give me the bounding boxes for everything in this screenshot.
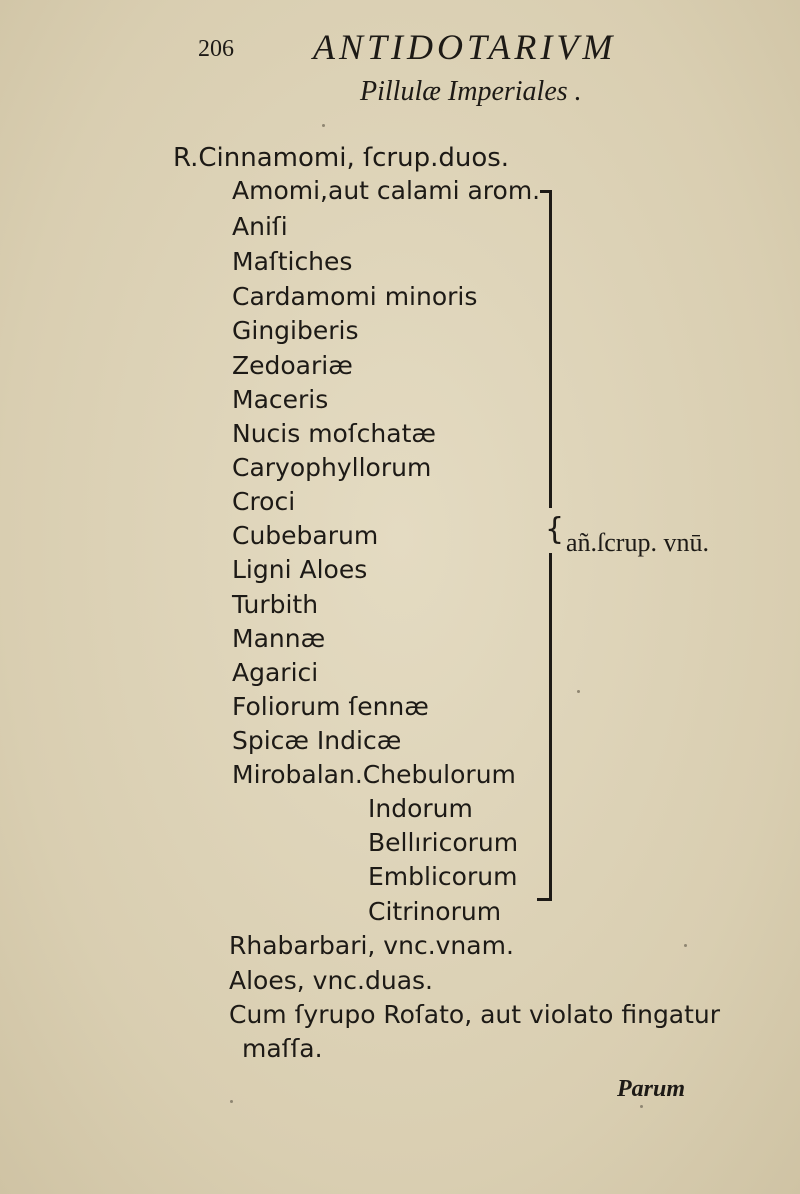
ingredient-line: Cubebarum — [232, 521, 379, 550]
ingredient-line: Cardamomi minoris — [232, 282, 478, 311]
bracket-lower-line — [549, 553, 552, 898]
paper-speck — [322, 124, 325, 127]
ingredient-line: Maſtiches — [232, 247, 353, 276]
ingredient-line: Nucis moſchatæ — [232, 419, 436, 448]
ingredient-line: Agarici — [232, 658, 319, 687]
ingredient-line: Mannæ — [232, 624, 326, 653]
ingredient-line: Gingiberis — [232, 316, 359, 345]
ingredient-line: Spicæ Indicæ — [232, 726, 402, 755]
paper-speck — [640, 1105, 643, 1108]
catchword: Parum — [617, 1076, 686, 1102]
ingredient-line: Turbith — [232, 590, 319, 619]
ingredient-line: Croci — [232, 487, 296, 516]
paper-speck — [684, 944, 687, 947]
paper-speck — [230, 1100, 233, 1103]
paper-speck — [577, 690, 580, 693]
ingredient-line: Foliorum ſennæ — [232, 692, 429, 721]
recipe-line: Amomi,aut calami arom. — [232, 176, 541, 205]
bracket-upper-line — [549, 190, 552, 508]
ingredient-line: Citrinorum — [368, 897, 502, 926]
recipe-line: R.Cinnamomi, ſcrup.duos. — [173, 143, 510, 173]
bracket-bottom-hook — [537, 898, 552, 901]
running-title: ANTIDOTARIVM — [313, 27, 617, 67]
ingredient-line: Zedoariæ — [232, 351, 353, 380]
ingredient-line: Ligni Aloes — [232, 555, 368, 584]
ingredient-line: Maceris — [232, 385, 329, 414]
bracket-dose: añ.ſcrup. vnū. — [566, 528, 709, 557]
recipe-line: Rhabarbari, vnc.vnam. — [229, 931, 514, 960]
ingredient-line: Indorum — [368, 794, 473, 823]
ingredient-line: Emblicorum — [368, 862, 518, 891]
ingredient-line: Bellıricorum — [368, 828, 519, 857]
recipe-line: Aloes, vnc.duas. — [229, 966, 433, 995]
section-title: Pillulæ Imperiales . — [360, 76, 582, 107]
ingredient-line: Mirobalan.Chebulorum — [232, 760, 516, 789]
instruction-line: maſſa. — [242, 1034, 323, 1063]
bracket-point: { — [545, 512, 565, 547]
instruction-line: Cum ſyrupo Roſato, aut violato fingatur — [229, 1000, 721, 1029]
page-header — [195, 27, 665, 70]
page-number: 206 — [198, 36, 234, 62]
ingredient-line: Caryophyllorum — [232, 453, 432, 482]
ingredient-line: Aniſi — [232, 212, 288, 241]
